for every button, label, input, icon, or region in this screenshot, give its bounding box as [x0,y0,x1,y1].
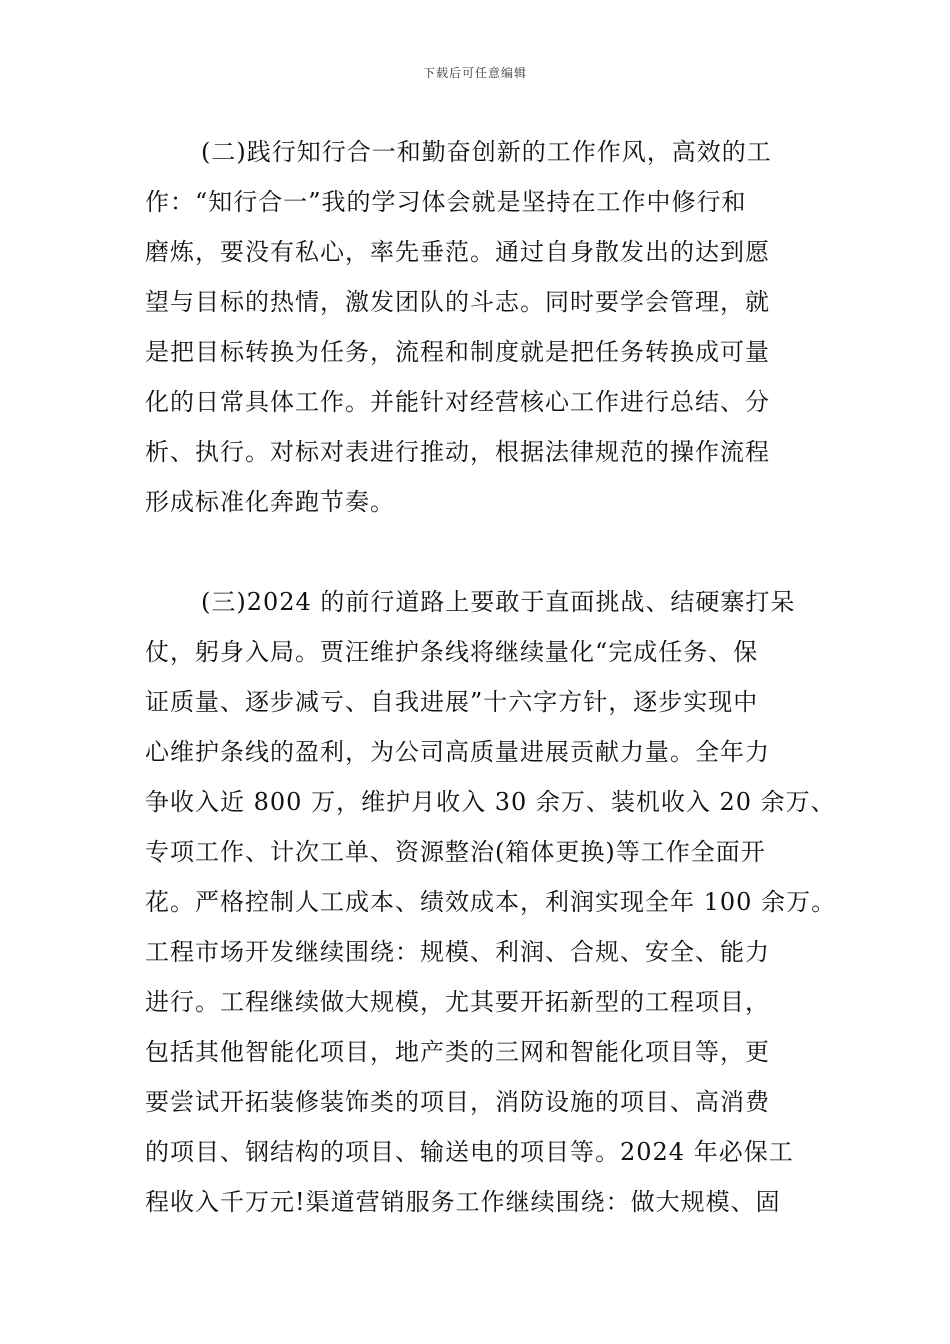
text-line: 花。严格控制人工成本、绩效成本，利润实现全年 100 余万。 [145,888,837,916]
text-line: 进行。工程继续做大规模，尤其要开拓新型的工程项目， [145,988,770,1016]
text-line: 是把目标转换为任务，流程和制度就是把任务转换成可量 [145,338,770,366]
text-line: 望与目标的热情，激发团队的斗志。同时要学会管理，就 [145,288,770,316]
text-line: 要尝试开拓装修装饰类的项目，消防设施的项目、高消费 [145,1088,770,1116]
text-line: 化的日常具体工作。并能针对经营核心工作进行总结、分 [145,388,770,416]
paragraph-3 [145,577,837,1227]
text-line: 证质量、逐步减亏、自我进展”十六字方针，逐步实现中 [145,688,759,716]
text-line: 争收入近 800 万，维护月收入 30 余万、装机收入 20 余万、 [145,788,836,816]
text-line: 磨炼，要没有私心，率先垂范。通过自身散发出的达到愿 [145,238,770,266]
text-line: 的项目、钢结构的项目、输送电的项目等。2024 年必保工 [145,1138,794,1166]
text-line: 包括其他智能化项目，地产类的三网和智能化项目等，更 [145,1038,770,1066]
text-line: 程收入千万元!渠道营销服务工作继续围绕：做大规模、固 [145,1188,781,1216]
paragraph-2 [145,127,825,527]
page-header: 下载后可任意编辑 [422,66,527,80]
text-line: 仗，躬身入局。贾汪维护条线将继续量化“完成任务、保 [145,638,759,666]
text-line: 析、执行。对标对表进行推动，根据法律规范的操作流程 [145,438,770,466]
text-line: 作：“知行合一”我的学习体会就是坚持在工作中修行和 [145,188,747,216]
text-line: 工程市场开发继续围绕：规模、利润、合规、安全、能力 [145,938,770,966]
text-line: 专项工作、计次工单、资源整治(箱体更换)等工作全面开 [145,838,766,866]
text-line: (二)践行知行合一和勤奋创新的工作作风，高效的工 [201,138,772,166]
text-line: (三)2024 的前行道路上要敢于直面挑战、结硬寨打呆 [201,588,796,616]
text-line: 形成标准化奔跑节奏。 [145,488,395,516]
text-line: 心维护条线的盈利，为公司高质量进展贡献力量。全年力 [145,738,770,766]
